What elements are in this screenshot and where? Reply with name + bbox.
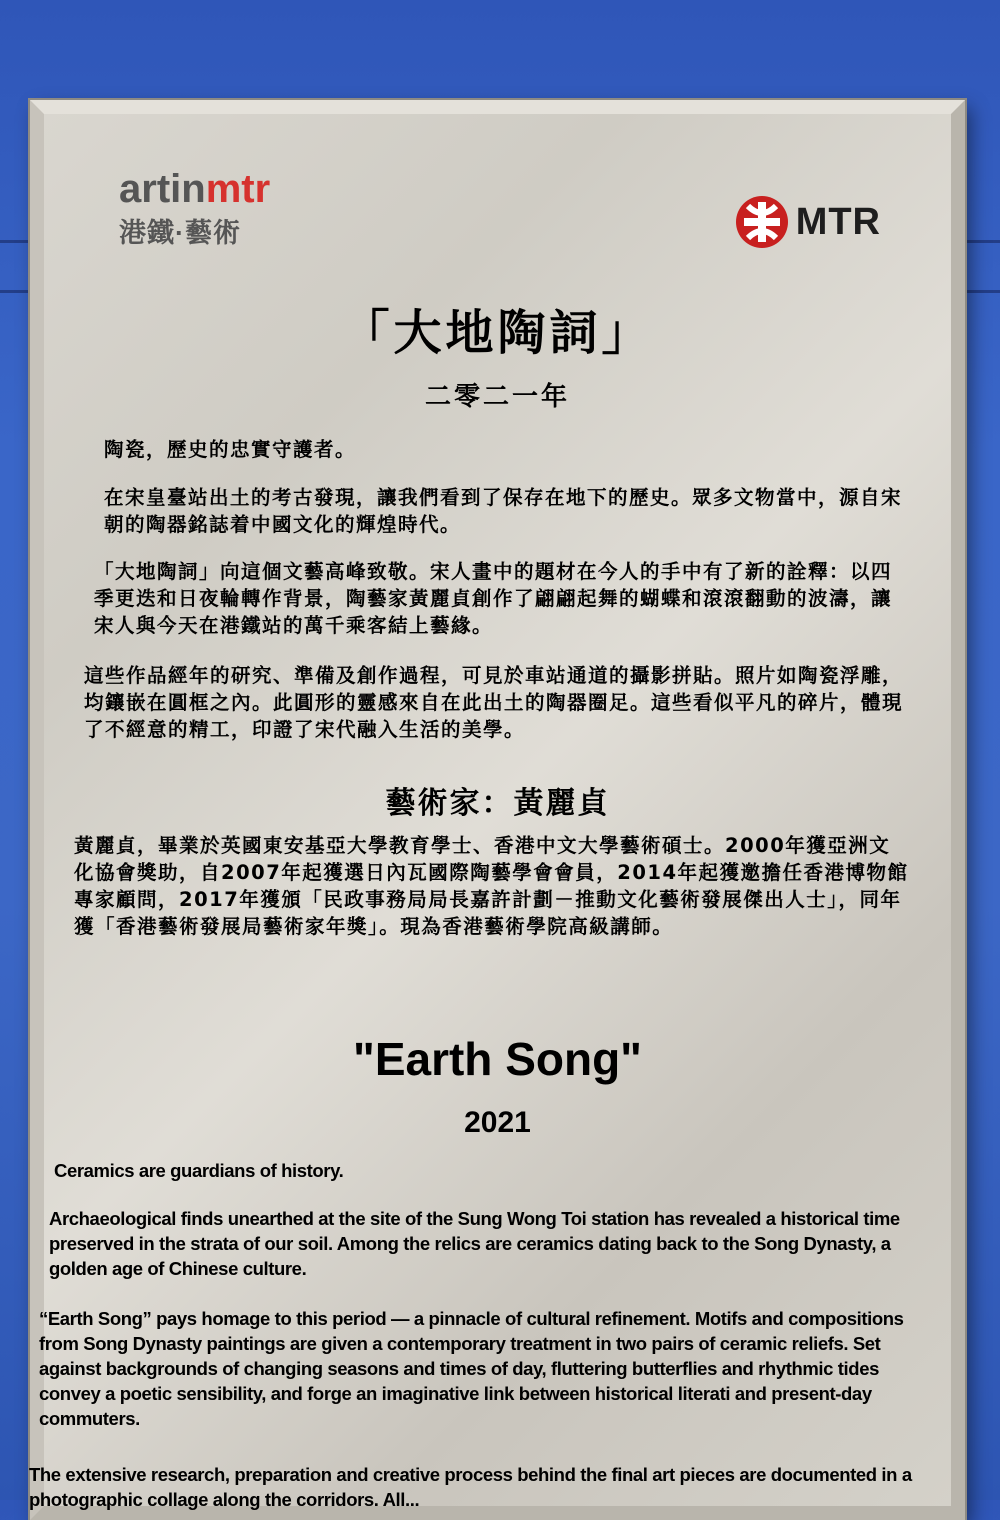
english-title: "Earth Song" (353, 1033, 642, 1085)
artinmtr-logo-suffix: mtr (205, 167, 271, 211)
english-year: 2021 (464, 1106, 531, 1139)
chinese-paragraph-4: 這些作品經年的研究、準備及創作過程，可見於車站通道的攝影拼貼。照片如陶瓷浮雕，均鑲嵌在圓框之內。此圓形的靈感來自在此出土的陶器圈足。這些看似平凡的碎片，體現了不經意的精工，印證了宋代融入生活的美學。 (84, 664, 904, 741)
chinese-paragraph-1: 陶瓷，歷史的忠實守護者。 (104, 438, 357, 461)
english-paragraph-2: Archaeological finds unearthed at the site of the Sung Wong Toi station has revealed a historical time preserved in the strata of our soil. Among the relics are ceramics dating back to the Song Dynasty, a golden age of Chinese culture. (49, 1208, 900, 1279)
chinese-title: 「大地陶詞」 (341, 305, 654, 361)
chinese-year: 二零二一年 (424, 382, 570, 412)
mtr-wordmark: MTR (795, 200, 881, 243)
mtr-logo (736, 196, 881, 248)
artist-heading: 藝術家：黃麗貞 (385, 786, 610, 821)
mtr-emblem-icon (736, 196, 788, 248)
artinmtr-logo-prefix: artin (119, 167, 206, 211)
chinese-paragraph-3: 「大地陶詞」向這個文藝高峰致敬。宋人畫中的題材在今人的手中有了新的詮釋：以四季更迭和日夜輪轉作背景，陶藝家黃麗貞創作了翩翩起舞的蝴蝶和滾滾翻動的波濤，讓宋人與今天在港鐵站的萬千乘客結上藝緣。 (94, 560, 893, 637)
artist-biography: 黃麗貞，畢業於英國東安基亞大學教育學士、香港中文大學藝術碩士。2000年獲亞洲文化協會獎助，自2007年起獲選日內瓦國際陶藝學會會員，2014年起獲邀擔任香港博物館專家顧問，2017年獲頒「民政事務局局長嘉許計劃－推動文化藝術發展傑出人士」，同年獲「香港藝術發展局藝術家年獎」。現為香港藝術學院高級講師。 (74, 834, 909, 938)
artinmtr-logo-chinese: 港鐵·藝術 (119, 218, 241, 248)
english-paragraph-4: The extensive research, preparation and creative process behind the final art pieces are documented in a photographic collage along the corridors. All... (29, 1464, 912, 1510)
artinmtr-logo (119, 169, 270, 250)
english-paragraph-1: Ceramics are guardians of history. (54, 1160, 344, 1181)
english-paragraph-3: “Earth Song” pays homage to this period — a pinnacle of cultural refinement. Motifs and compositions from Song Dynasty paintings are given a contemporary treatment in two pairs of ceramic reliefs. Set against backgrounds of changing seasons and times of day, fluttering butterflies and rhythmic tides convey a poetic sensibility, and forge an imaginative link between historical literati and present-day commuters. (39, 1308, 904, 1429)
chinese-paragraph-2: 在宋皇臺站出土的考古發現，讓我們看到了保存在地下的歷史。眾多文物當中，源自宋朝的陶器銘誌着中國文化的輝煌時代。 (104, 486, 903, 536)
artwork-plaque (30, 100, 965, 1520)
